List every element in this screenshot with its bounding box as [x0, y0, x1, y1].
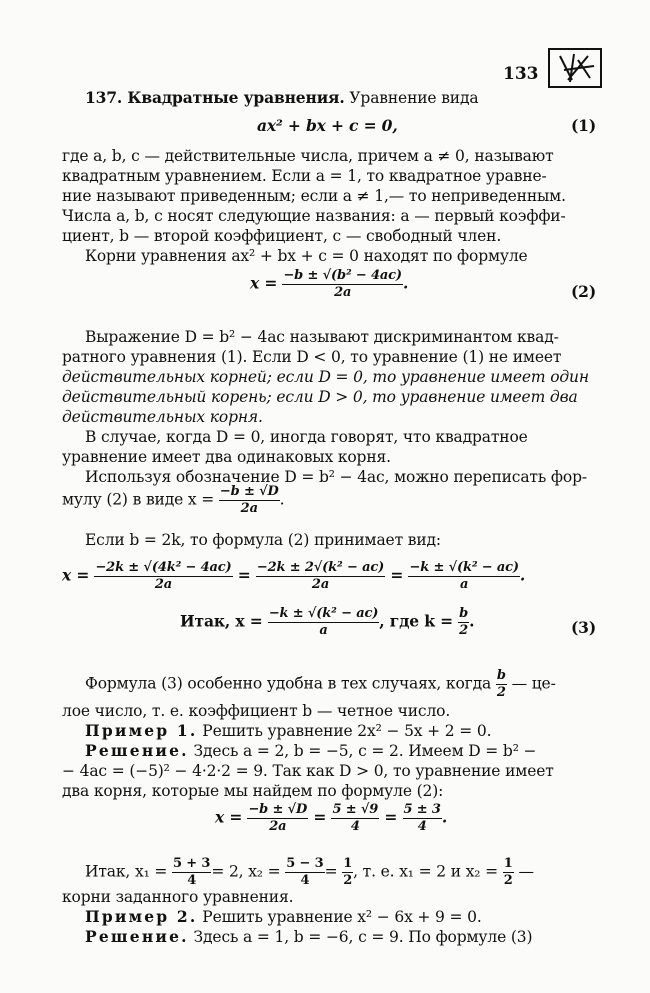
result-line-2: корни заданного уравнения. [62, 888, 294, 906]
equation-2-fraction [282, 268, 403, 301]
result-equals: = [324, 862, 338, 881]
solution-1-line-2: − 4ac = (−5)² − 4·2·2 = 9. Так как D > 0, то уравнение имеет [62, 762, 554, 780]
paragraph-1-line-3: ние называют приведенным; если a ≠ 1,— то неприведенным. [62, 187, 566, 205]
result-fraction-4 [503, 856, 514, 889]
result-numerator-3: 1 [343, 856, 353, 871]
equation-2: x = $\frac{\text{−b ± √(b² − 4ac)}}{2a}$ . [250, 268, 409, 300]
paragraph-3-line-4: действительный корень; если D > 0, то уравнение имеет два [62, 388, 578, 406]
equation-2-number: (2) [571, 282, 597, 301]
paragraph-3-line-5: действительных корня. [62, 408, 263, 426]
paragraph-5-numerator: −b ± √D [219, 484, 279, 499]
equation-4-lhs: x = [215, 807, 243, 827]
equation-k-lhs: x = [62, 565, 90, 585]
equation-k3-numerator: −k ± √(k² − ac) [409, 560, 519, 575]
paragraph-6: Если b = 2k, то формула (2) принимает вид: [85, 531, 442, 549]
equation-2-lhs: x = [250, 273, 278, 293]
equation-k-fraction-3 [408, 560, 519, 593]
paragraph-5-text: мулу (2) в виде x = [62, 490, 215, 509]
equation-3-fraction [268, 606, 379, 639]
stamp-mark-icon [550, 50, 600, 86]
paragraph-7-end: — це- [511, 674, 556, 693]
equation-3-prefix: Итак, x = [180, 611, 263, 631]
section-title: 137. Квадратные уравнения. [85, 88, 345, 107]
equation-k1-denominator: 2a [154, 577, 173, 592]
equation-1-number: (1) [571, 116, 597, 135]
library-stamp [548, 48, 602, 88]
result-denominator-4: 2 [503, 873, 513, 888]
paragraph-5-denominator: 2a [240, 501, 258, 516]
example-2-label: Пример 2. [85, 907, 198, 926]
equation-3-middle: , где k = [379, 611, 453, 631]
equation-3-denominator: a [319, 623, 328, 638]
equation-4-fraction-1 [247, 802, 308, 835]
equation-4: x = $\frac{-b \pm √D}{2a}$ = $\frac{5 \pm √9}{4}$ = $\frac{5 \pm 3}{4}$ . [215, 802, 448, 834]
equation-k2-numerator: −2k ± 2√(k² − ac) [256, 560, 385, 575]
equation-4-denominator-2: 4 [350, 819, 360, 834]
example-2 [85, 907, 482, 927]
equation-4-numerator-1: −b ± √D [248, 802, 308, 817]
equation-k: x = $\frac{\text{−2k ± √(4k² − 4ac)}}{2a}$ = $\frac{\text{−2k ± 2√(k² − ac)}}{2a}$ = $\frac{\text{−k ± √(k² − ac)}}{a}$ . [62, 560, 526, 592]
equation-k1-numerator: −2k ± √(4k² − 4ac) [95, 560, 232, 575]
result-middle-2: , т. е. x₁ = 2 и x₂ = [353, 862, 498, 881]
equation-2-denominator: 2a [334, 285, 352, 300]
equation-3-number: (3) [571, 618, 597, 637]
result-denominator-1: 4 [187, 873, 197, 888]
paragraph-7-numerator: b [496, 668, 506, 683]
solution-1-line-3: два корня, которые мы найдем по формуле (2): [62, 782, 444, 800]
paragraph-4-line-1: В случае, когда D = 0, иногда говорят, что квадратное [85, 428, 528, 446]
equation-4-numerator-2: 5 ± √9 [332, 802, 379, 817]
result-line-1 [85, 856, 534, 889]
paragraph-5-line-2: мулу (2) в виде x = $\frac{-b \pm √D}{2a}$ . [62, 484, 285, 516]
equation-4-fraction-2 [331, 802, 379, 835]
paragraph-2: Корни уравнения ax² + bx + c = 0 находят по формуле [85, 247, 528, 265]
result-numerator-2: 5 − 3 [286, 856, 324, 871]
paragraph-3-line-2: ратного уравнения (1). Если D < 0, то уравнение (1) не имеет [62, 348, 562, 366]
result-end: — [518, 862, 534, 881]
example-1 [85, 721, 491, 741]
solution-1-text: Здесь a = 2, b = −5, c = 2. Имеем D = b² − [193, 742, 537, 760]
paragraph-1-line-2: квадратным уравнением. Если a = 1, то квадратное уравне- [62, 167, 547, 185]
equation-k-fraction-1 [94, 560, 232, 593]
page-number: 133 [503, 64, 539, 84]
result-denominator-3: 2 [343, 873, 353, 888]
paragraph-7-line-2: лое число, т. е. коэффициент b — четное число. [62, 702, 451, 720]
result-denominator-2: 4 [300, 873, 310, 888]
paragraph-1-line-4: Числа a, b, c носят следующие названия: a — первый коэффи- [62, 207, 566, 225]
result-numerator-4: 1 [503, 856, 513, 871]
equation-4-denominator-1: 2a [269, 819, 287, 834]
equation-k-fraction-2 [256, 560, 385, 593]
example-1-text: Решить уравнение 2x² − 5x + 2 = 0. [202, 722, 492, 740]
paragraph-7-line-1 [85, 668, 556, 701]
paragraph-7-text: Формула (3) особенно удобна в тех случаях, когда [85, 674, 492, 693]
equation-2-numerator: −b ± √(b² − 4ac) [283, 268, 402, 283]
equation-3: Итак, x = $\frac{\text{−k ± √(k² − ac)}}{a}$ , где k = $\frac{b}{2}$ . [180, 606, 475, 638]
equation-k2-denominator: 2a [311, 577, 330, 592]
example-2-text: Решить уравнение x² − 6x + 9 = 0. [202, 908, 482, 926]
intro-text: Уравнение вида [349, 89, 479, 107]
example-1-label: Пример 1. [85, 721, 198, 740]
result-fraction-2 [285, 856, 324, 889]
result-fraction-1 [172, 856, 211, 889]
paragraph-5-line-1: Используя обозначение D = b² − 4ac, можно переписать фор- [85, 468, 587, 486]
solution-1-label: Решение. [85, 741, 189, 760]
result-middle: = 2, x₂ = [211, 862, 281, 881]
paragraph-3-line-1: Выражение D = b² − 4ac называют дискриминантом квад- [85, 328, 559, 346]
result-fraction-3 [342, 856, 353, 889]
equation-3-k-fraction [458, 606, 469, 639]
result-prefix: Итак, x₁ = [85, 862, 168, 881]
equation-3-numerator: −k ± √(k² − ac) [268, 606, 379, 621]
paragraph-5-fraction [219, 484, 280, 517]
equation-4-numerator-3: 5 ± 3 [403, 802, 441, 817]
equation-4-denominator-3: 4 [417, 819, 427, 834]
equation-1: ax² + bx + c = 0, [257, 116, 398, 135]
paragraph-3-line-3: действительных корней; если D = 0, то уравнение имеет один [62, 368, 589, 386]
solution-2-line-1 [85, 927, 532, 947]
equation-3-k-denominator: 2 [459, 623, 469, 638]
equation-k3-denominator: a [460, 577, 469, 592]
paragraph-1-line-5: циент, b — второй коэффициент, c — свободный член. [62, 227, 502, 245]
paragraph-4-line-2: уравнение имеет два одинаковых корня. [62, 448, 391, 466]
equation-3-k-numerator: b [459, 606, 469, 621]
paragraph-7-denominator: 2 [496, 685, 506, 700]
result-numerator-1: 5 + 3 [173, 856, 211, 871]
equation-4-fraction-3 [403, 802, 442, 835]
paragraph-1-line-1: где a, b, c — действительные числа, причем a ≠ 0, называют [62, 147, 554, 165]
solution-2-label: Решение. [85, 927, 189, 946]
solution-1-line-1 [85, 741, 536, 761]
paragraph-7-fraction [496, 668, 507, 701]
solution-2-text: Здесь a = 1, b = −6, c = 9. По формуле (3) [193, 928, 533, 946]
